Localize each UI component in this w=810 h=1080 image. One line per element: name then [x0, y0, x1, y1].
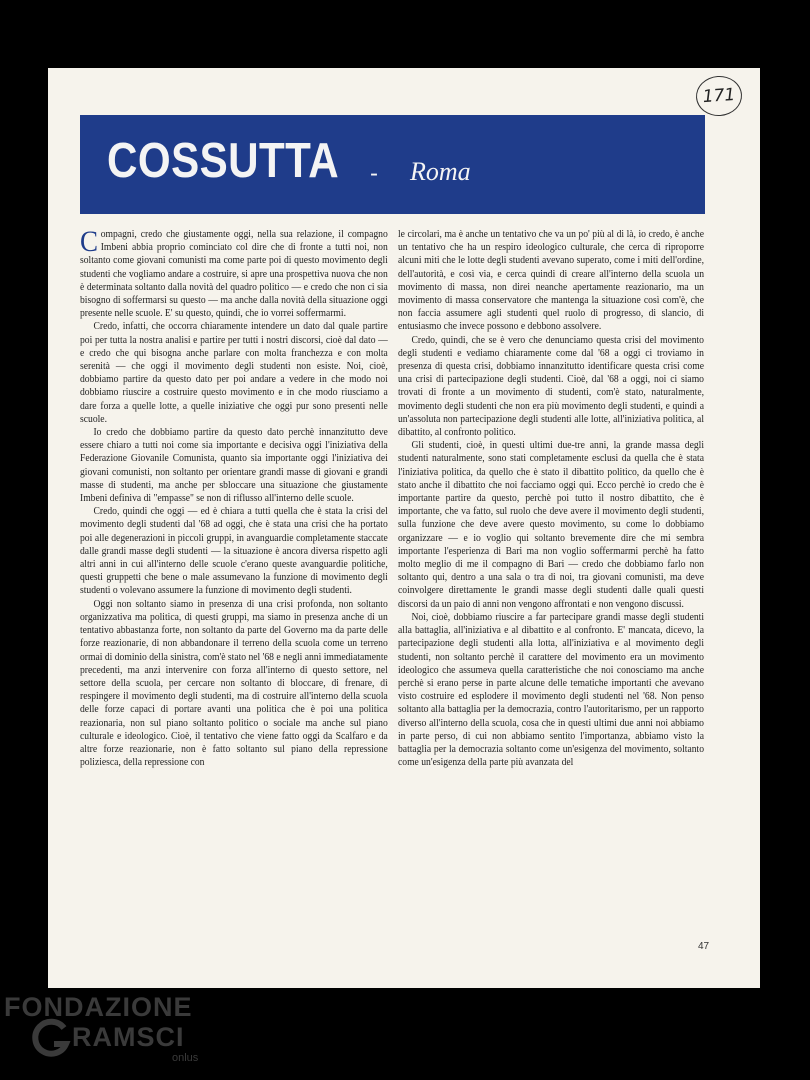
- paragraph: Io credo che dobbiamo partire da questo dato perchè innanzitutto deve essere chiaro a tutti noi come sia importante e decisiva oggi l'iniziativa della Federazione Giovanile Comunista, quanto sia importante oggi l'iniziativa dei giovani comunisti, non soltanto per orientare grandi masse di giovani e grandi masse di studenti, ma anche per sbloccare una situazione che giustamente Imbeni definiva di "empasse" se non di riflusso all'interno delle scuole.: [80, 426, 388, 505]
- logo-line-1: FONDAZIONE: [4, 992, 193, 1022]
- title-dash: -: [370, 160, 378, 187]
- paragraph: Noi, cioè, dobbiamo riuscire a far partecipare grandi masse degli studenti alla battaglia, all'iniziativa e al dibattito e al confronto. E' mancata, dicevo, la partecipazione degli studenti alla lotta, all'iniziativa e al movimento degli studenti, non soltanto perchè il carattere del movimento era un movimento ideologico che assumeva quella caratteristiche che noi conosciamo ma anche perchè si erano perse in parte alcune delle tematiche importanti che avevano visto costruire ed esplodere il movimento degli studenti nel '68. Non penso soltanto alla battaglia per la democrazia, contro l'autoritarismo, per un rapporto diverso all'interno della scuola, cosa che in questi ultimi due anni noi abbiamo in parte perso, di cui non abbiamo sentito l'importanza, abbiamo visto la battaglia per la democrazia soltanto come un'esigenza del movimento, soltanto come un'esigenza della parte più avanzata del: [398, 610, 704, 769]
- speaker-city: Roma: [410, 157, 471, 186]
- paragraph: Oggi non soltanto siamo in presenza di una crisi profonda, non soltanto organizzativa ma politica, di questi gruppi, ma siamo in presenza anche di un tentativo abbastanza forte, non soltanto da parte del Governo ma da parte delle forze reazionarie, di non abbandonare il terreno della scuola come un terreno ormai di dominio della sinistra, com'è stato nel '68 e negli anni immediatamente precedenti, ma anzi intervenire con forza all'interno di questo settore, nel settore della scuola, per cercare non soltanto di bloccare, di frenare, di respingere il movimento degli studenti, ma di costruire all'interno della scuola delle forze capaci di portare avanti una politica che è poi una politica reazionaria, non sul piano soltanto politico o sociale ma anche sul piano culturale e ideologico. Cioè, il tentativo che viene fatto oggi da Scalfaro e da altre forze reazionarie, non è fatto soltanto sul piano della repressione poliziesca, della repressione con: [80, 597, 388, 769]
- archive-stamp: 171: [695, 74, 744, 117]
- watermark-logo: [4, 992, 204, 1080]
- logo-g-icon: [30, 1018, 72, 1060]
- drop-cap: C: [80, 225, 99, 258]
- paragraph: Compagni, credo che giustamente oggi, nella sua relazione, il compagno Imbeni abbia proprio cominciato col dire che di fronte a tutti noi, non soltanto come giovani comunisti ma come parte poi di questo movimento degli studenti che vogliamo andare a costruire, si apre una prospettiva nuova che non è determinata soltanto dalla novità del quadro politico — e credo che non ci sia bisogno di soffermarsi su questo — ma anche dalla novità della situazione oggi presente nelle scuole. E' su questo, quindi, che io vorrei soffermarmi.: [80, 225, 388, 320]
- paragraph: Credo, quindi che oggi — ed è chiara a tutti quella che è stata la crisi del movimento degli studenti dal '68 ad oggi, che è stata una crisi che ha portato poi alle degenerazioni in piccoli gruppi, in avanguardie completamente staccate dalle grandi masse degli studenti — la situazione è ancora diversa rispetto agli altri anni in cui all'interno delle scuole c'erano queste avanguardie politiche, questi gruppetti che bene o male assumevano la funzione di movimento degli studenti o volevano assumere la funzione di movimento degli studenti.: [80, 505, 388, 597]
- logo-line-2: RAMSCI: [72, 1022, 185, 1052]
- paragraph: Credo, quindi, che se è vero che denunciamo questa crisi del movimento degli studenti e vediamo chiaramente come dal '68 a oggi ci troviamo in presenza di questa crisi, dobbiamo innanzitutto identificare questa crisi come una crisi di partecipazione degli studenti. Cioè, dal '68 a oggi, noi ci siamo trovati di fronte a un movimento di studenti, com'è stato, naturalmente, movimento degli studenti che non era più movimento degli studenti, e quindi a un'assoluta non partecipazione degli studenti alle lotte, all'iniziativa politica, al dibattito, al confronto politico.: [398, 333, 704, 439]
- speaker-name: COSSUTTA: [107, 134, 340, 188]
- title-banner: [80, 115, 705, 214]
- page-number: 47: [698, 941, 710, 952]
- article-column-right: [398, 228, 704, 769]
- paragraph: le circolari, ma è anche un tentativo che va un po' più al di là, io credo, è anche un tentativo che ha un respiro ideologico culturale, che cerca di riproporre alcuni miti che le lotte degli studenti avevano superato, come i miti dell'ordine, dell'autorità, e così via, e cerca quindi di creare all'interno della scuola un movimento di massa, non direi neanche apertamente reazionario, ma un movimento di massa conservatore che mantenga la situazione così com'è, che non faccia assumere agli studenti quel ruolo di progresso, di slancio, di entusiasmo che invece possono e debbono assolvere.: [398, 228, 704, 333]
- paragraph: Gli studenti, cioè, in questi ultimi due-tre anni, la grande massa degli studenti naturalmente, sono stati completamente esclusi da quella che è stata l'iniziativa politica, da quello che è stato il dibattito politico, da quello che è stato anche il dibattito che noi facciamo oggi qui. Ecco perchè io credo che è importante partire da questo, perchè poi tutto il nostro dibattito, che è importante, che va fatto, sul ruolo che deve avere il movimento degli studenti, sulla funzione che deve avere questo movimento, su come lo dobbiamo organizzare — e io voglio qui soltanto brevemente dire che mi sembra importante l'esperienza di Bari ma non voglio soffermarmi perchè ha fatto molto meglio di me il compagno di Bari — credo che dobbiamo farlo non soltanto qui, dentro a una sala o tra di noi, tra giovani comunisti, ma deve coinvolgere direttamente le grandi masse degli studenti dalle quali questi discorsi da un paio di anni non vengono affrontati e non vengono discussi.: [398, 439, 704, 610]
- paragraph: Credo, infatti, che occorra chiaramente intendere un dato dal quale partire poi per tutta la nostra analisi e partire per tutti i nostri discorsi, cioè dal dato — e credo che qui bisogna anche parlare con molta franchezza e con molta serenità — che oggi il movimento degli studenti non esiste. Noi, cioè, dobbiamo partire da questo dato per poi andare a vedere in che modo noi dobbiamo riuscire a costruire questo movimento e in che modo riusciamo a dare forza a quelle lotte, a quelle iniziative che oggi pur sono presenti nelle scuole.: [80, 320, 388, 425]
- scanned-page: [48, 68, 760, 988]
- article-column-left: [80, 225, 388, 769]
- logo-subtitle: onlus: [172, 1052, 199, 1064]
